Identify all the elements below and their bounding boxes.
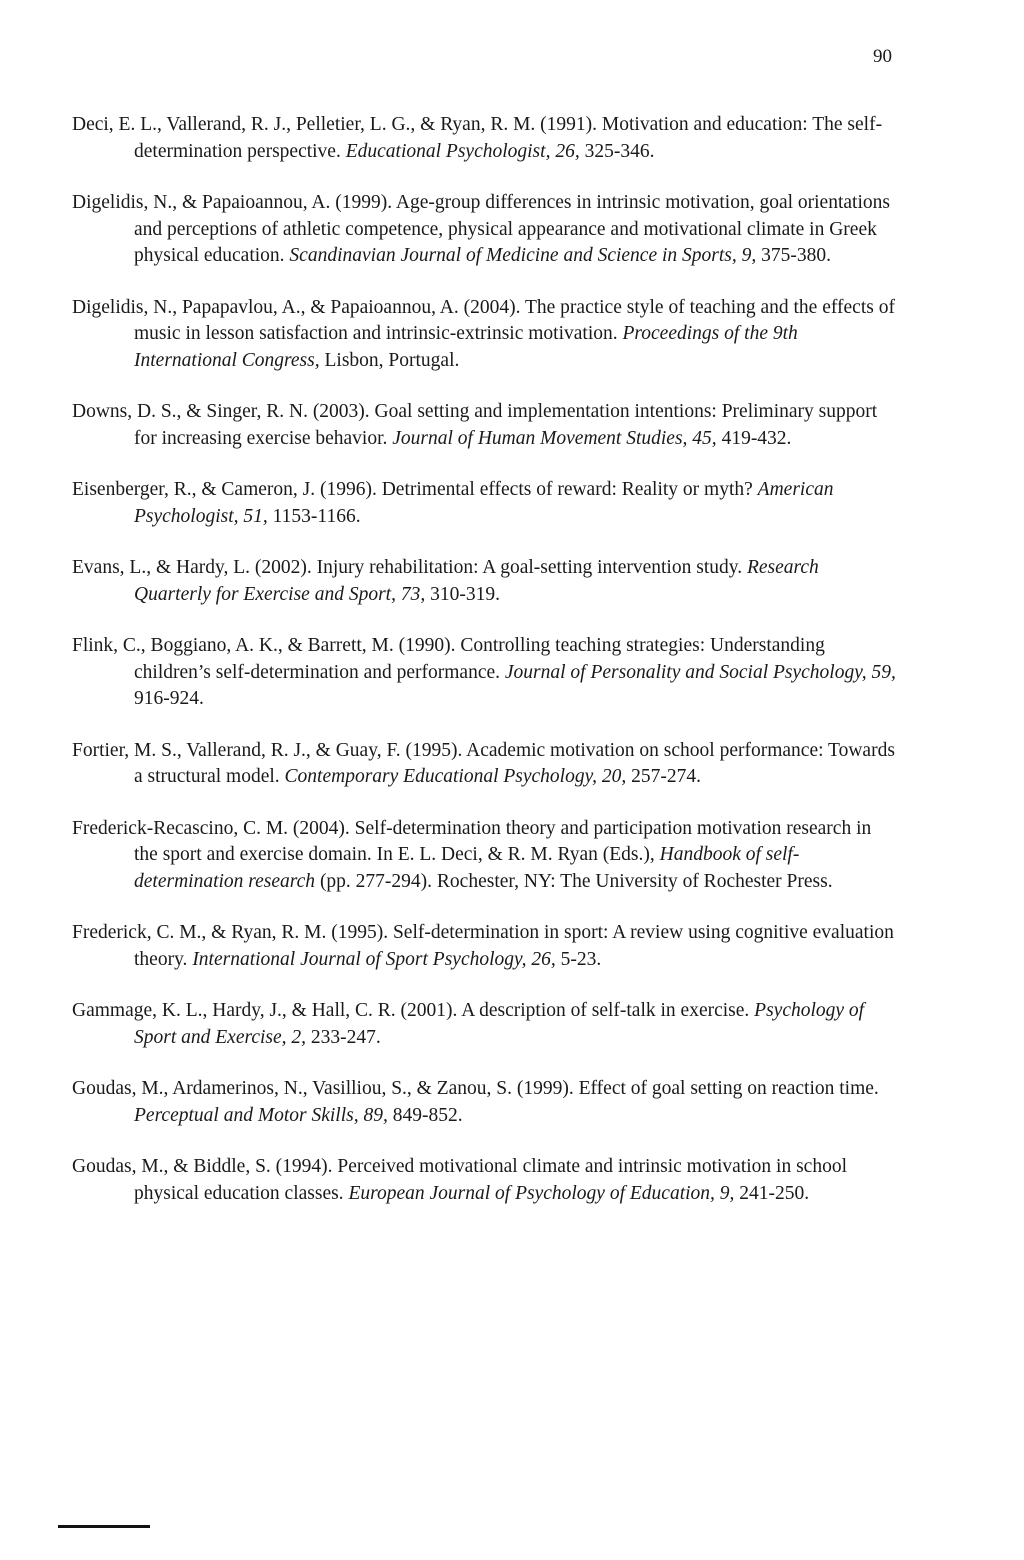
reference-entry [72, 477, 897, 530]
reference-text: Fortier, M. S., Vallerand, R. J., & Guay, F. (1995). Academic motivation on school performance: Towards a structural model. [72, 739, 895, 787]
reference-pages: 325-346. [579, 140, 655, 162]
reference-pages: 310-319. [425, 583, 500, 605]
reference-pages: 849-852. [387, 1104, 463, 1126]
reference-text: Gammage, K. L., Hardy, J., & Hall, C. R. (2001). A description of self-talk in exercise. [72, 1000, 755, 1021]
reference-text: Deci, E. L., Vallerand, R. J., Pelletier, L. G., & Ryan, R. M. (1991). Motivation and education: The self-determination perspective. [72, 114, 883, 162]
reference-entry [72, 920, 897, 973]
reference-pages: 375-380. [756, 245, 831, 266]
reference-source: Journal of Personality and Social Psychology, 59, [504, 661, 896, 683]
reference-entry [72, 998, 897, 1051]
reference-pages: 241-250. [734, 1182, 810, 1204]
reference-text: Downs, D. S., & Singer, R. N. (2003). Goal setting and implementation intentions: Preliminary support for increasing exercise behavior. [72, 401, 878, 449]
reference-text: Eisenberger, R., & Cameron, J. (1996). Detrimental effects of reward: Reality or myth? [72, 479, 758, 500]
reference-source: Contemporary Educational Psychology, 20, [284, 766, 627, 787]
reference-entry [72, 190, 897, 270]
reference-text: Digelidis, N., & Papaioannou, A. (1999). Age-group differences in intrinsic motivation, goal orientations and perceptions of athletic competence, physical appearance and motivational climate in Greek physical education. [72, 192, 890, 266]
reference-entry [72, 112, 897, 165]
reference-entry [72, 738, 897, 791]
reference-entry [72, 816, 897, 896]
reference-text: Flink, C., Boggiano, A. K., & Barrett, M. (1990). Controlling teaching strategies: Understanding children’s self-determination and performance. [72, 635, 825, 683]
reference-pages: (pp. 277-294). Rochester, NY: The University of Rochester Press. [315, 870, 833, 892]
reference-text: Evans, L., & Hardy, L. (2002). Injury rehabilitation: A goal-setting intervention study. [72, 557, 747, 578]
reference-entry [72, 1154, 897, 1207]
reference-pages: 233-247. [306, 1026, 381, 1048]
footer-rule [58, 1525, 150, 1528]
reference-source: Perceptual and Motor Skills, 89, [134, 1104, 388, 1126]
reference-entry [72, 1076, 897, 1129]
reference-text: Goudas, M., Ardamerinos, N., Vasilliou, S., & Zanou, S. (1999). Effect of goal setting on reaction time. [72, 1078, 879, 1099]
reference-text: Frederick-Recascino, C. M. (2004). Self-determination theory and participation motivation research in the sport and exercise domain. In E. L. Deci, & R. M. Ryan (Eds.), [72, 817, 872, 865]
reference-source: Psychology of Sport and Exercise, 2, [134, 1000, 865, 1048]
reference-pages: 419-432. [716, 427, 792, 449]
reference-pages: 1153-1166. [267, 505, 361, 527]
reference-source: American Psychologist, 51, [134, 479, 834, 527]
reference-pages: Lisbon, Portugal. [319, 349, 460, 371]
reference-source: Handbook of self-determination research [134, 844, 800, 892]
reference-entry [72, 555, 897, 608]
reference-source: Journal of Human Movement Studies, 45, [392, 427, 717, 449]
reference-source: Research Quarterly for Exercise and Sport, 73, [134, 557, 819, 605]
reference-list [72, 112, 897, 1232]
reference-source: Scandinavian Journal of Medicine and Science in Sports, 9, [289, 245, 757, 266]
reference-entry [72, 399, 897, 452]
reference-entry [72, 633, 897, 713]
reference-pages: 5-23. [555, 948, 602, 970]
reference-pages: 257-274. [626, 766, 702, 787]
reference-source: Proceedings of the 9th International Congress, [134, 323, 798, 371]
reference-text: Frederick, C. M., & Ryan, R. M. (1995). Self-determination in sport: A review using cognitive evaluation theory. [72, 922, 894, 970]
page-number: 90 [873, 46, 892, 67]
reference-pages: 916-924. [134, 688, 204, 709]
reference-text: Digelidis, N., Papapavlou, A., & Papaioannou, A. (2004). The practice style of teaching and the effects of music in lesson satisfaction and intrinsic-extrinsic motivation. [72, 296, 895, 344]
reference-entry [72, 295, 897, 375]
reference-source: Educational Psychologist, 26, [345, 140, 580, 162]
reference-text: Goudas, M., & Biddle, S. (1994). Perceived motivational climate and intrinsic motivation in school physical education classes. [72, 1156, 848, 1204]
reference-source: European Journal of Psychology of Education, 9, [348, 1182, 735, 1204]
reference-source: International Journal of Sport Psychology, 26, [192, 948, 556, 970]
